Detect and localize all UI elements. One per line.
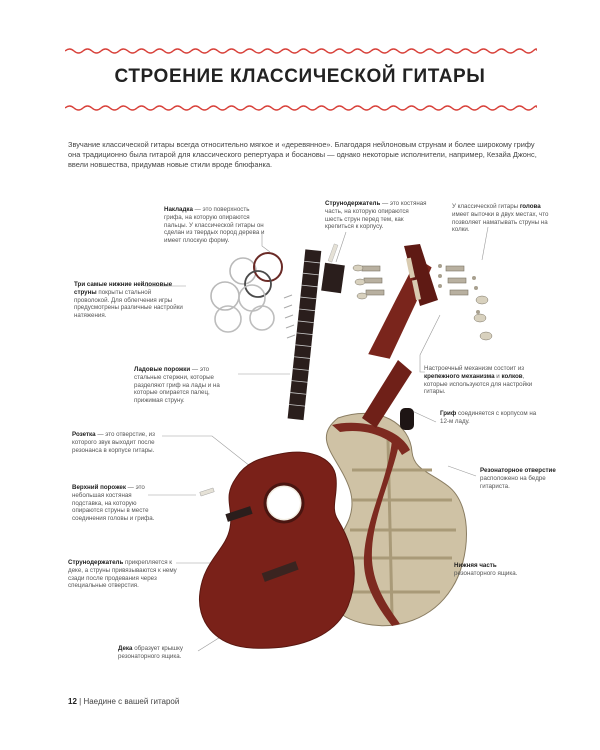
intro-paragraph: Звучание классической гитары всегда относительно мягкое и «деревянное». Благодаря нейлоновым струнам и более широкому грифу она традиционно была гитарой для классического репертуара и босановы — однако некоторые исполнители, например, Кезайа Джонс, ввели новшества, придумав новые стили вроде блюфанка. — [68, 140, 537, 169]
annotation-rozetka: Розетка — это отверстие, из которого звук выходит после резонанса в корпусе гитары. — [72, 431, 155, 454]
bridge-piece — [321, 263, 345, 294]
annotation-verkhniy: Верхний порожек — это небольшая костяная подставка, на которую опираются струны в месте соединения головы и грифа. — [72, 484, 155, 523]
page-footer — [68, 697, 179, 706]
annotation-struny: Три самые нижние нейлоновые струны покрыты стальной проволокой. Для облегчения игры предусмотрены различные настройки натяжения. — [74, 281, 183, 320]
heel-block — [400, 408, 414, 430]
guitar-front — [199, 452, 354, 648]
nut-piece — [200, 488, 215, 496]
page-number: 12 — [68, 697, 77, 706]
annotation-rezonator: Резонаторное отверстие расположено на бедре гитариста. — [480, 467, 556, 490]
annotation-nakladka: Накладка — это поверхность грифа, на которую опираются пальцы. У классической гитары он сделан из твердых пород дерева и имеет плоскую форму. — [164, 206, 265, 245]
annotation-grif: Гриф соединяется с корпусом на 12-м ладу. — [440, 410, 537, 425]
string-coils — [211, 253, 282, 332]
annotation-mechanism: Настроечный механизм состоит из крепежного механизма и колков, которые используются для настройки гитары. — [424, 365, 533, 396]
annotation-strunoderzhatel-top: Струнодержатель — это костяная часть, на которую опираются шесть струн перед тем, как крепиться к корпусу. — [325, 200, 427, 231]
page-title: СТРОЕНИЕ КЛАССИЧЕСКОЙ ГИТАРЫ — [114, 66, 486, 87]
annotation-strunoderzhatel-bottom: Струнодержатель прикрепляется к деке, а струны привязываются к нему сзади после продевания через специальные отверстия. — [68, 559, 177, 590]
annotation-nizhnyaya: Нижняя часть резонаторного ящика. — [454, 562, 518, 577]
loose-frets — [284, 295, 295, 338]
footer-separator: | — [76, 697, 84, 706]
footer-chapter: Наедине с вашей гитарой — [83, 697, 180, 706]
fretboard — [288, 249, 322, 420]
annotation-deka: Дека образует крышку резонаторного ящика. — [118, 645, 183, 660]
annotation-golova: У классической гитары голова имеет выточки в двух местах, что позволяет наматывать струны на колки. — [452, 203, 549, 234]
guitar-neck — [362, 244, 438, 428]
annotation-porozhki: Ладовые порожки — это стальные стержни, которые разделяют гриф на лады и на которые опирается палец, прижимая струну. — [134, 366, 220, 405]
